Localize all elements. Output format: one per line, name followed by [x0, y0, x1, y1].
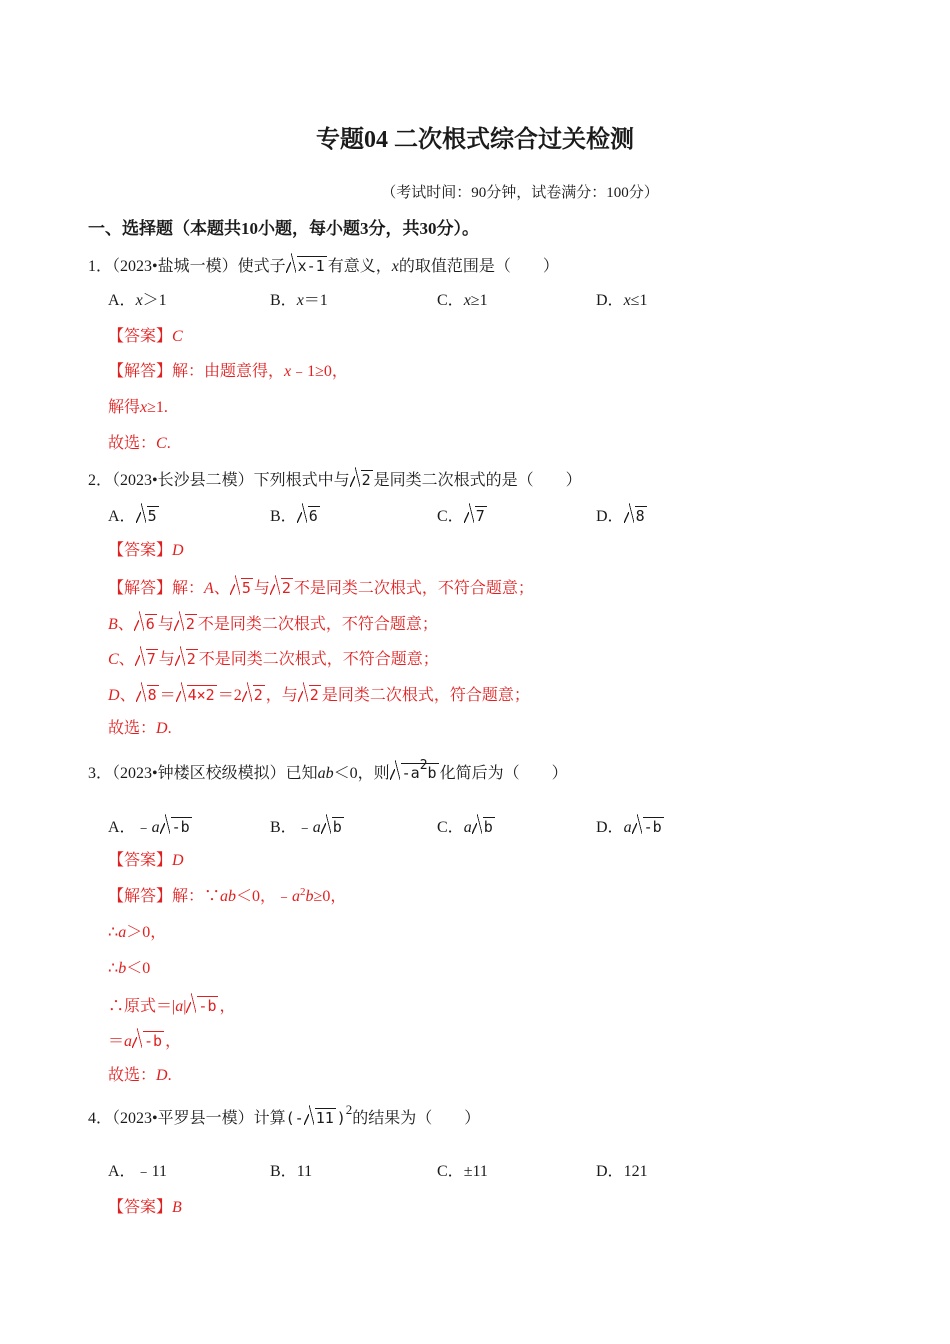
- option-a: A．﹣11: [108, 1163, 167, 1180]
- radical-expression: 2: [350, 469, 373, 491]
- option-c: C． 7: [437, 507, 485, 525]
- solution-3-line-4: ∴原式＝|a| -b ，: [108, 997, 236, 1015]
- solution-3-line-2: ∴a＞0，: [108, 924, 167, 941]
- solution-1-line-2: 解得x≥1.: [108, 399, 168, 416]
- question-2: 2．（2023•长沙县二模）下列根式中与 2 是同类二次根式的是（ ）: [88, 471, 582, 489]
- solution-2-line-3: C、 7 与 2 不是同类二次根式，不符合题意；: [108, 650, 439, 668]
- solution-3-line-3: ∴b＜0: [108, 960, 151, 977]
- option-c: C．a b: [437, 818, 493, 836]
- option-a: A．x＞1: [108, 292, 167, 309]
- section-heading: 一、选择题（本题共10小题，每小题3分，共30分）。: [88, 219, 479, 238]
- option-d: D．x≤1: [596, 292, 648, 309]
- option-b: B． 6: [270, 507, 318, 525]
- answer-3: 【答案】D: [108, 852, 184, 869]
- option-c: C．±11: [437, 1163, 488, 1180]
- solution-3-line-1: 【解答】解：∵ab＜0，$﹣a^2b\ge 0$，: [108, 886, 347, 905]
- solution-1-line-3: 故选：C.: [108, 435, 171, 452]
- option-b: B．﹣a b: [270, 818, 342, 836]
- exam-info: （考试时间：90分钟，试卷满分：100分）: [381, 185, 659, 201]
- solution-3-line-6: 故选：D.: [108, 1067, 172, 1084]
- solution-2-line-1: 【解答】解：A、 5 与 2 不是同类二次根式，不符合题意；: [108, 579, 534, 597]
- question-4: 4．（2023•平罗县一模）计算(- 11 )$^2$的结果为（ ）: [88, 1102, 481, 1127]
- solution-2-line-2: B、 6 与 2 不是同类二次根式，不符合题意；: [108, 615, 438, 633]
- radical-expression: x-1: [286, 255, 327, 277]
- solution-2-line-4: D、 8 ＝ 4×2 ＝2 2 ，与 2 是同类二次根式，符合题意；: [108, 686, 530, 704]
- solution-3-line-5: ＝a -b ，: [108, 1032, 182, 1050]
- option-d: D．a -b: [596, 818, 662, 836]
- solution-1-line-1: 【解答】解：由题意得，x﹣1≥0，: [108, 363, 348, 380]
- answer-4: 【答案】B: [108, 1199, 182, 1216]
- question-3: 3．（2023•钟楼区校级模拟）已知ab＜0，则 -a2b 化简后为（ ）: [88, 758, 568, 782]
- radical-expression: -a2b: [390, 762, 439, 784]
- option-a: A． 5: [108, 507, 157, 525]
- answer-2: 【答案】D: [108, 542, 184, 559]
- option-b: B．11: [270, 1163, 313, 1180]
- radical-expression: 11: [304, 1107, 336, 1129]
- question-1: 1．（2023•盐城一模）使式子 x-1 有意义，x的取值范围是（ ）: [88, 257, 559, 275]
- option-b: B．x＝1: [270, 292, 328, 309]
- answer-1: 【答案】C: [108, 328, 183, 345]
- option-a: A．﹣a -b: [108, 818, 190, 836]
- page-title: 专题04 二次根式综合过关检测: [316, 127, 634, 153]
- option-d: D．121: [596, 1163, 648, 1180]
- option-c: C．x≥1: [437, 292, 488, 309]
- option-d: D． 8: [596, 507, 645, 525]
- solution-2-line-5: 故选：D.: [108, 720, 172, 737]
